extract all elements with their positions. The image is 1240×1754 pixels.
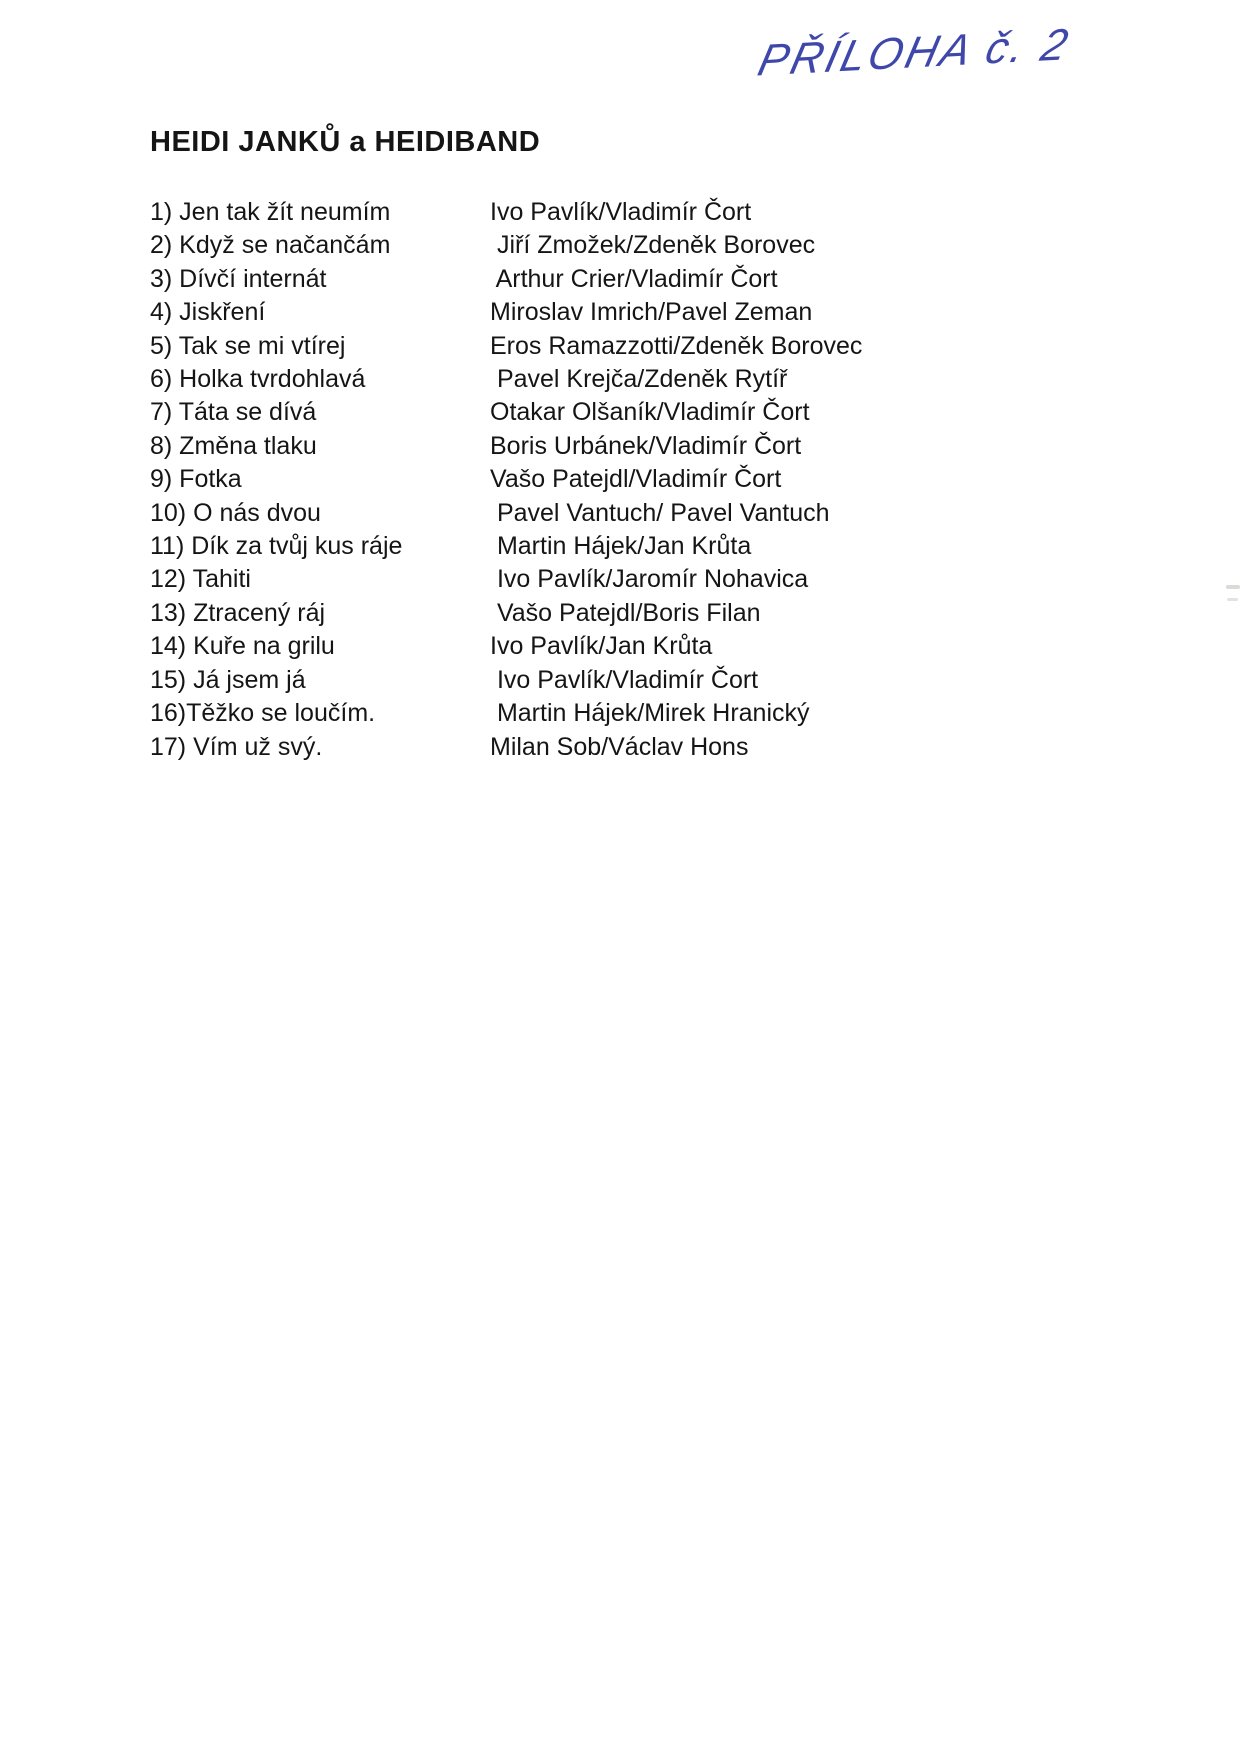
song-row: [150, 697, 862, 730]
song-row: [150, 430, 862, 463]
handwritten-annotation: PŘÍLOHA č. 2: [753, 19, 1076, 86]
song-title: 3) Dívčí internát: [150, 264, 327, 293]
song-authors: Martin Hájek/Mirek Hranický: [490, 699, 810, 728]
song-row: [150, 396, 862, 429]
song-title: 9) Fotka: [150, 465, 242, 494]
song-title: 12) Tahiti: [150, 565, 251, 594]
song-title: 8) Změna tlaku: [150, 431, 317, 460]
song-title: 6) Holka tvrdohlavá: [150, 365, 366, 394]
song-row: [150, 630, 862, 663]
song-row: [150, 229, 862, 262]
song-authors: Milan Sob/Václav Hons: [490, 732, 749, 761]
song-authors: Arthur Crier/Vladimír Čort: [490, 264, 778, 293]
song-authors: Otakar Olšaník/Vladimír Čort: [490, 398, 810, 427]
song-authors: Vašo Patejdl/Boris Filan: [490, 598, 761, 627]
song-row: [150, 563, 862, 596]
song-title: 16)Těžko se loučím.: [150, 699, 376, 728]
song-authors: Vašo Patejdl/Vladimír Čort: [490, 465, 782, 494]
song-authors: Ivo Pavlík/Vladimír Čort: [490, 198, 752, 226]
song-authors: Pavel Krejča/Zdeněk Rytíř: [490, 365, 788, 394]
song-authors: Ivo Pavlík/Vladimír Čort: [490, 665, 759, 694]
song-authors: Jiří Zmožek/Zdeněk Borovec: [490, 231, 816, 260]
song-authors: Boris Urbánek/Vladimír Čort: [490, 431, 802, 460]
document-title: HEIDI JANKŮ a HEIDIBAND: [150, 126, 541, 158]
song-row: [150, 664, 862, 697]
song-authors: Miroslav Imrich/Pavel Zeman: [490, 298, 813, 327]
song-authors: Eros Ramazzotti/Zdeněk Borovec: [490, 331, 863, 360]
song-row: [150, 497, 862, 530]
song-authors: Ivo Pavlík/Jaromír Nohavica: [490, 565, 809, 594]
song-list: [150, 196, 862, 764]
song-title: 7) Táta se dívá: [150, 398, 317, 427]
song-row: [150, 463, 862, 496]
song-title: 1) Jen tak žít neumím: [150, 198, 391, 226]
song-title: 10) O nás dvou: [150, 498, 321, 527]
song-row: [150, 597, 862, 630]
song-title: 4) Jiskření: [150, 298, 266, 327]
song-row: [150, 330, 862, 363]
song-row: [150, 196, 862, 229]
song-authors: Ivo Pavlík/Jan Krůta: [490, 632, 713, 661]
scan-artifact: [1227, 598, 1238, 601]
song-row: [150, 363, 862, 396]
song-authors: Martin Hájek/Jan Krůta: [490, 532, 752, 561]
song-row: [150, 731, 862, 764]
song-title: 13) Ztracený ráj: [150, 598, 326, 627]
song-title: 15) Já jsem já: [150, 665, 306, 694]
song-title: 14) Kuře na grilu: [150, 632, 335, 661]
scan-artifact: [1226, 585, 1240, 589]
song-row: [150, 530, 862, 563]
song-title: 2) Když se načančám: [150, 231, 391, 260]
song-title: 17) Vím už svý.: [150, 732, 323, 761]
song-title: 5) Tak se mi vtírej: [150, 331, 346, 360]
song-title: 11) Dík za tvůj kus ráje: [150, 532, 403, 561]
song-authors: Pavel Vantuch/ Pavel Vantuch: [490, 498, 830, 527]
song-row: [150, 296, 862, 329]
song-row: [150, 263, 862, 296]
